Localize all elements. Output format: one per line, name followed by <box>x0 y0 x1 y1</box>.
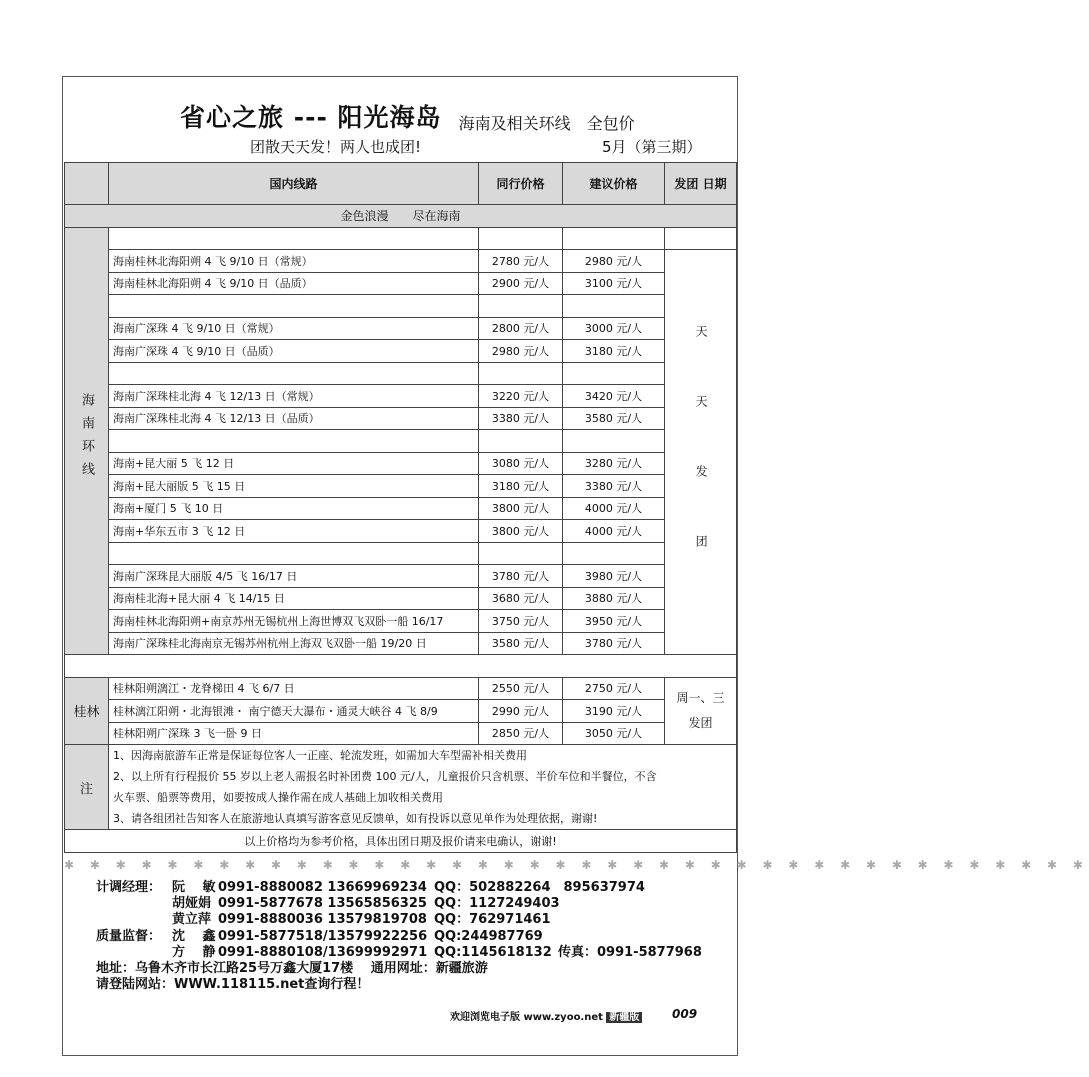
table-row <box>65 340 737 363</box>
page-title <box>180 98 740 134</box>
peer-price-cell: 3380 元/人 <box>479 407 563 430</box>
contacts-block <box>96 880 736 993</box>
table-row <box>65 475 737 498</box>
contact-qq: QQ:1145618132 <box>434 944 552 960</box>
table-row <box>65 497 737 520</box>
suggest-price-cell: 3190 元/人 <box>563 700 665 723</box>
footer-note-row <box>65 830 737 853</box>
contact-fax: 传真：0991-5877968 <box>558 944 702 960</box>
empty-cell <box>563 227 665 250</box>
table-row <box>65 610 737 633</box>
empty-cell <box>109 542 479 565</box>
peer-price-cell: 3800 元/人 <box>479 497 563 520</box>
issue-label: 5月（第三期） <box>602 138 702 156</box>
website-row <box>96 977 736 993</box>
peer-price-cell: 2900 元/人 <box>479 272 563 295</box>
contact-phone: 0991-5877518/13579922256 <box>218 928 428 944</box>
welcome-text[interactable]: 欢迎浏览电子版 www.zyoo.net <box>450 1012 603 1023</box>
route-cell: 海南+昆大丽版 5 飞 15 日 <box>109 475 479 498</box>
suggest-price-cell: 3050 元/人 <box>563 722 665 745</box>
title-subtitle: 海南及相关环线 全包价 <box>458 114 635 133</box>
suggest-price-cell: 3420 元/人 <box>563 385 665 408</box>
empty-cell <box>109 430 479 453</box>
empty-cell <box>109 362 479 385</box>
peer-price-cell: 2990 元/人 <box>479 700 563 723</box>
spacer-row <box>65 295 737 318</box>
star-divider: ✱ ✱ ✱ ✱ ✱ ✱ ✱ ✱ ✱ ✱ ✱ ✱ ✱ ✱ ✱ ✱ ✱ ✱ ✱ ✱ ✱ ✱ ✱ ✱ ✱ ✱ ✱ ✱ ✱ ✱ ✱ ✱ ✱ ✱ ✱ ✱ ✱ ✱ ✱ ✱ <box>64 858 1089 872</box>
peer-price-cell: 2800 元/人 <box>479 317 563 340</box>
depart-daily <box>665 250 737 655</box>
page-number: 009 <box>672 1007 698 1021</box>
suggest-price-cell: 4000 元/人 <box>563 497 665 520</box>
note-line: 3、请各组团社告知客人在旅游地认真填写游客意见反馈单，如有投诉以意见单作为处理依据，谢谢! <box>113 812 598 825</box>
route-cell: 海南广深珠桂北海南京无锡苏州杭州上海双飞双卧一船 19/20 日 <box>109 632 479 655</box>
route-cell: 海南广深珠 4 飞 9/10 日（常规） <box>109 317 479 340</box>
peer-price-cell: 2850 元/人 <box>479 722 563 745</box>
note-line: 1、因海南旅游车正常是保证每位客人一正座、轮流发班，如需加大车型需补相关费用 <box>113 749 527 762</box>
peer-price-cell: 2780 元/人 <box>479 250 563 273</box>
route-cell: 海南广深珠 4 飞 9/10 日（品质） <box>109 340 479 363</box>
table-row <box>65 520 737 543</box>
contact-phone: 0991-8880036 13579819708 <box>218 912 427 928</box>
suggest-price-cell: 3180 元/人 <box>563 340 665 363</box>
route-cell: 海南+昆大丽 5 飞 12 日 <box>109 452 479 475</box>
peer-price-cell: 3180 元/人 <box>479 475 563 498</box>
suggest-price-cell: 4000 元/人 <box>563 520 665 543</box>
website-link[interactable]: 请登陆网站：WWW.118115.net查询行程！ <box>96 977 370 993</box>
empty-cell <box>563 542 665 565</box>
depart-blank <box>665 227 737 250</box>
empty-cell <box>479 227 563 250</box>
suggest-price-cell: 3100 元/人 <box>563 272 665 295</box>
peer-price-cell: 3750 元/人 <box>479 610 563 633</box>
header-peer-price: 同行价格 <box>479 163 563 205</box>
route-cell: 海南广深珠桂北海 4 飞 12/13 日（品质） <box>109 407 479 430</box>
notes-content <box>109 745 737 830</box>
contact-qq: QQ：1127249403 <box>434 896 560 912</box>
contact-qq: QQ：502882264 895637974 <box>434 880 645 895</box>
route-cell: 海南桂北海+昆大丽 4 飞 14/15 日 <box>109 587 479 610</box>
spacer-row <box>65 655 737 678</box>
contact-phone: 0991-8880082 13669969234 <box>218 880 427 895</box>
depart-guilin: 周一、三 发团 <box>665 677 737 745</box>
note-line: 2、以上所有行程报价 55 岁以上老人需报名时补团费 100 元/人，儿童报价只含机票、半价车位和半餐位，不含 <box>113 770 657 783</box>
route-cell: 海南广深珠桂北海 4 飞 12/13 日（常规） <box>109 385 479 408</box>
header-blank <box>65 163 109 205</box>
contact-qq: QQ:244987769 <box>434 928 543 944</box>
suggest-price-cell: 3880 元/人 <box>563 587 665 610</box>
header-depart: 发团 日期 <box>665 163 737 205</box>
contact-role: 计调经理： <box>96 880 162 895</box>
table-row <box>65 700 737 723</box>
table-row <box>65 317 737 340</box>
price-table <box>64 162 737 853</box>
suggest-price-cell: 3380 元/人 <box>563 475 665 498</box>
table-row <box>65 250 737 273</box>
spacer-row <box>65 542 737 565</box>
empty-cell <box>563 362 665 385</box>
suggest-price-cell: 3980 元/人 <box>563 565 665 588</box>
route-cell: 海南桂林北海阳朔 4 飞 9/10 日（品质） <box>109 272 479 295</box>
table-header-row <box>65 163 737 205</box>
empty-cell <box>563 295 665 318</box>
suggest-price-cell: 3000 元/人 <box>563 317 665 340</box>
empty-cell <box>109 227 479 250</box>
contact-name: 胡娅娟 <box>172 896 212 912</box>
contact-name: 黄立萍 <box>172 912 212 928</box>
route-cell: 桂林阳朔广深珠 3 飞一卧 9 日 <box>109 722 479 745</box>
peer-price-cell: 2980 元/人 <box>479 340 563 363</box>
peer-price-cell: 3780 元/人 <box>479 565 563 588</box>
contact-row <box>96 912 736 928</box>
region-hainan <box>65 227 109 655</box>
contact-name: 沈 鑫 <box>172 928 216 944</box>
contact-name: 阮 敏 <box>172 880 216 895</box>
table-row <box>65 632 737 655</box>
route-cell: 海南+厦门 5 飞 10 日 <box>109 497 479 520</box>
bottom-bar <box>450 1008 642 1022</box>
suggest-price-cell: 3950 元/人 <box>563 610 665 633</box>
notes-label: 注 <box>65 745 109 830</box>
peer-price-cell: 3800 元/人 <box>479 520 563 543</box>
depart-daily-label: 天 天 发 团 <box>694 325 709 570</box>
tagline: 团散天天发！两人也成团! <box>250 138 422 156</box>
route-cell: 海南桂林北海阳朔 4 飞 9/10 日（常规） <box>109 250 479 273</box>
spacer-row <box>65 227 737 250</box>
table-row <box>65 272 737 295</box>
band-label: 金色浪漫 尽在海南 <box>65 205 737 228</box>
address-row <box>96 961 736 977</box>
route-cell: 海南广深珠昆大丽版 4/5 飞 16/17 日 <box>109 565 479 588</box>
footer-note: 以上价格均为参考价格，具体出团日期及报价请来电确认，谢谢! <box>65 830 737 853</box>
table-row <box>65 722 737 745</box>
spacer-row <box>65 430 737 453</box>
empty-cell <box>479 362 563 385</box>
empty-cell <box>479 430 563 453</box>
route-cell: 桂林阳朔漓江・龙脊梯田 4 飞 6/7 日 <box>109 677 479 700</box>
peer-price-cell: 2550 元/人 <box>479 677 563 700</box>
peer-price-cell: 3680 元/人 <box>479 587 563 610</box>
contact-row <box>96 945 736 961</box>
table-row <box>65 385 737 408</box>
contact-role: 质量监督： <box>96 928 162 944</box>
contact-name: 方 静 <box>172 944 216 960</box>
note-line: 火车票、船票等费用，如要按成人操作需在成人基础上加收相关费用 <box>113 791 443 804</box>
empty-cell <box>109 295 479 318</box>
table-row <box>65 587 737 610</box>
contact-row <box>96 929 736 945</box>
table-row <box>65 677 737 700</box>
suggest-price-cell: 3280 元/人 <box>563 452 665 475</box>
peer-price-cell: 3220 元/人 <box>479 385 563 408</box>
header-suggest-price: 建议价格 <box>563 163 665 205</box>
suggest-price-cell: 3580 元/人 <box>563 407 665 430</box>
contact-phone: 0991-5877678 13565856325 <box>218 896 427 912</box>
contact-row <box>96 880 736 896</box>
empty-cell <box>479 295 563 318</box>
peer-price-cell: 3080 元/人 <box>479 452 563 475</box>
route-cell: 海南桂林北海阳朔+南京苏州无锡杭州上海世博双飞双卧一船 16/17 <box>109 610 479 633</box>
table-row <box>65 452 737 475</box>
table-row <box>65 407 737 430</box>
region-guilin: 桂林 <box>65 677 109 745</box>
suggest-price-cell: 3780 元/人 <box>563 632 665 655</box>
contact-qq: QQ：762971461 <box>434 912 551 928</box>
empty-cell <box>479 542 563 565</box>
table-row <box>65 565 737 588</box>
contact-phone: 0991-8880108/13699992971 <box>218 944 428 960</box>
notes-row <box>65 745 737 830</box>
title-main: 省心之旅 --- 阳光海岛 <box>180 103 442 132</box>
price-table-body <box>65 205 737 853</box>
edition-badge: 新疆版 <box>606 1012 642 1023</box>
address: 地址：乌鲁木齐市长江路25号万鑫大厦17楼 通用网址：新疆旅游 <box>96 960 488 976</box>
region-hainan-label: 海南环线 <box>79 392 94 485</box>
peer-price-cell: 3580 元/人 <box>479 632 563 655</box>
empty-cell <box>563 430 665 453</box>
suggest-price-cell: 2980 元/人 <box>563 250 665 273</box>
contact-row <box>96 896 736 912</box>
spacer-row <box>65 362 737 385</box>
suggest-price-cell: 2750 元/人 <box>563 677 665 700</box>
header-route: 国内线路 <box>109 163 479 205</box>
route-cell: 海南+华东五市 3 飞 12 日 <box>109 520 479 543</box>
route-cell: 桂林漓江阳朔・北海银滩・ 南宁德天大瀑布・通灵大峡谷 4 飞 8/9 <box>109 700 479 723</box>
empty-cell <box>65 655 737 678</box>
